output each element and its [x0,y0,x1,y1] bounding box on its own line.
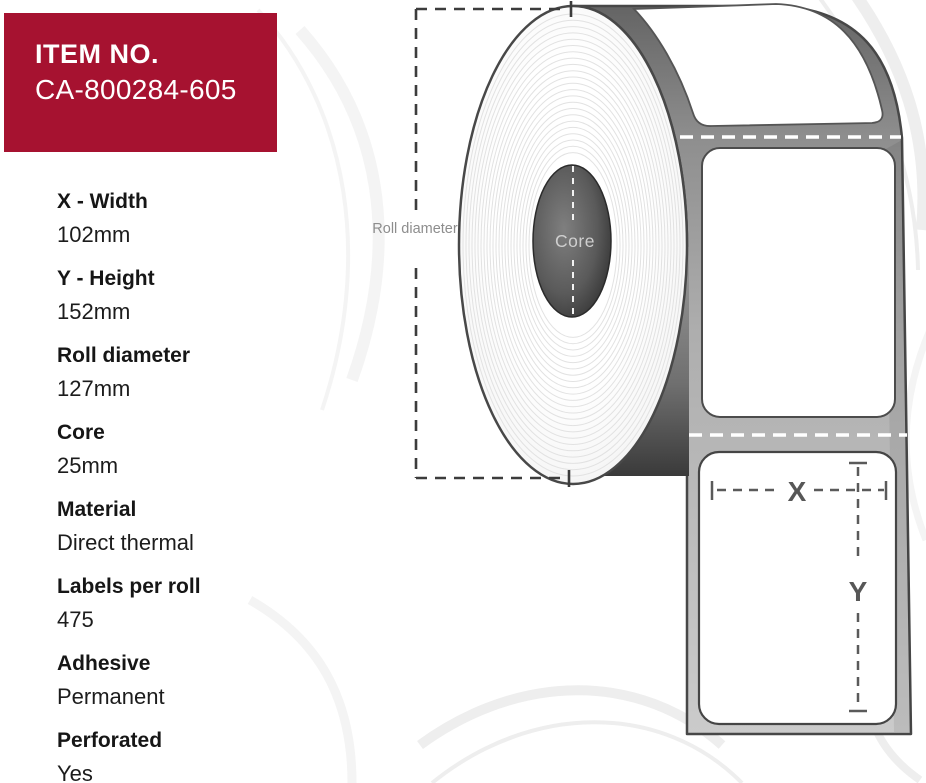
spec-value: 25mm [57,453,119,478]
spec-label: Roll diameter [57,344,191,367]
spec-label: Y - Height [57,267,155,290]
banner-item-number: CA-800284-605 [35,74,237,105]
item-banner [4,13,277,152]
roll-diameter-label: Roll diameter [372,221,458,237]
x-dimension-label: X [787,476,807,507]
spec-label: Adhesive [57,652,151,675]
spec-value: 102mm [57,222,131,247]
spec-value: Yes [57,761,93,783]
spec-list [57,191,337,783]
spec-label: Labels per roll [57,575,201,598]
core-label: Core [555,231,595,251]
spec-label: Perforated [57,729,163,752]
spec-item [57,191,337,246]
spec-value: 475 [57,607,94,632]
spec-item [57,653,337,708]
strip-middle-label [702,148,895,417]
y-dimension-label: Y [848,576,868,607]
spec-label: Material [57,498,137,521]
spec-item [57,730,337,783]
spec-value: 152mm [57,299,131,324]
spec-value: 127mm [57,376,131,401]
banner-title: ITEM NO. [35,39,159,69]
spec-label: X - Width [57,190,148,213]
spec-item [57,422,337,477]
spec-value: Permanent [57,684,165,709]
spec-item [57,499,337,554]
spec-item [57,345,337,400]
spec-label: Core [57,421,105,444]
spec-value: Direct thermal [57,530,194,555]
spec-item [57,268,337,323]
spec-item [57,576,337,631]
